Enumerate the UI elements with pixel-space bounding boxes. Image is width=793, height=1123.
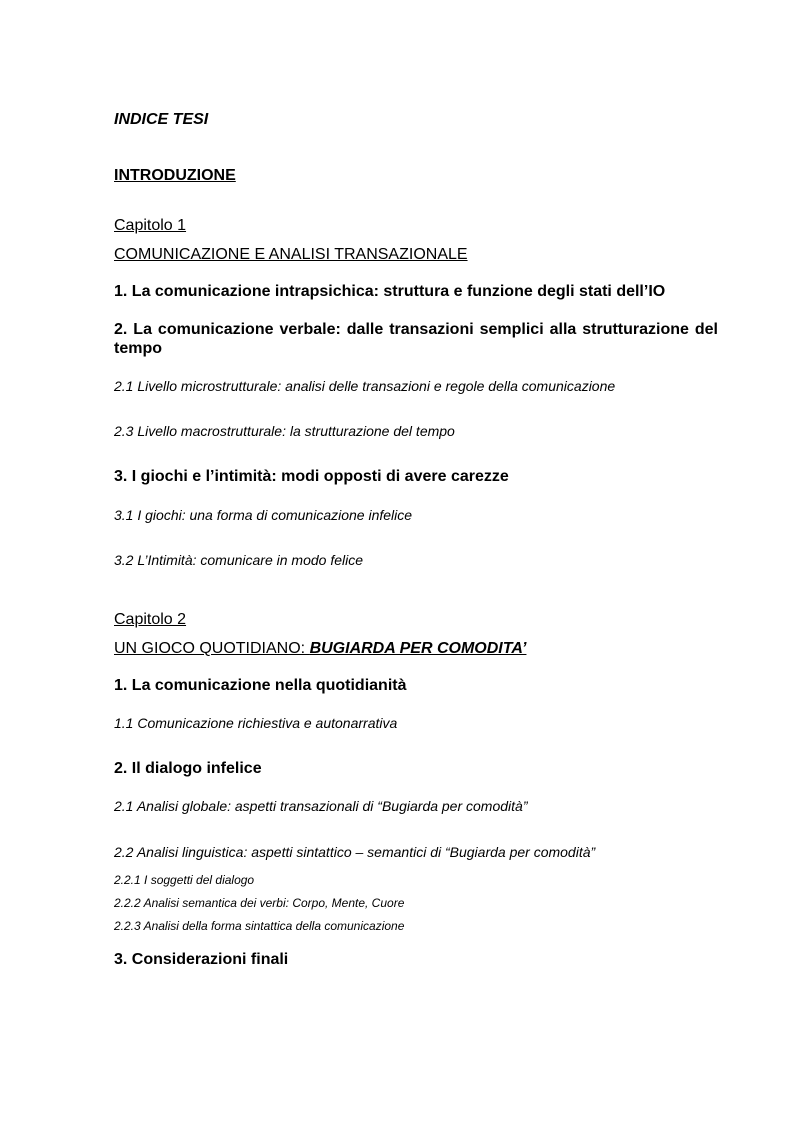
index-title: INDICE TESI [114,111,209,128]
chapter-1-label: Capitolo 1 [114,217,187,234]
chapter-2-subsubsection-2-2-2: 2.2.2 Analisi semantica dei verbi: Corpo, Mente, Cuore [114,896,405,910]
chapter-2-title-prefix: UN GIOCO QUOTIDIANO: [114,640,310,657]
chapter-2-subsection-2-1: 2.1 Analisi globale: aspetti transazionali di “Bugiarda per comodità” [114,798,528,814]
chapter-2-section-3: 3. Considerazioni finali [114,951,289,968]
chapter-2-title-emphasis: BUGIARDA PER COMODITA’ [309,640,527,657]
chapter-2-subsubsection-2-2-1: 2.2.1 I soggetti del dialogo [114,873,255,887]
chapter-2-label: Capitolo 2 [114,611,187,628]
chapter-2-section-1: 1. La comunicazione nella quotidianità [114,677,407,694]
chapter-2-subsection-2-2: 2.2 Analisi linguistica: aspetti sintattico – semantici di “Bugiarda per comodità” [114,844,596,860]
chapter-1-section-1: 1. La comunicazione intrapsichica: struttura e funzione degli stati dell’IO [114,283,666,300]
introduction-heading: INTRODUZIONE [114,167,236,184]
chapter-1-subsection-2-3: 2.3 Livello macrostrutturale: la strutturazione del tempo [114,423,455,439]
chapter-1-subsection-3-2: 3.2 L’Intimità: comunicare in modo felice [114,552,364,568]
chapter-2-title [114,640,526,658]
chapter-1-section-2: 2. La comunicazione verbale: dalle transazioni semplici alla strutturazione del tempo [114,321,718,358]
chapter-2-section-2: 2. Il dialogo infelice [114,760,262,777]
chapter-1-section-3: 3. I giochi e l’intimità: modi opposti di avere carezze [114,468,509,485]
chapter-2-subsubsection-2-2-3: 2.2.3 Analisi della forma sintattica della comunicazione [114,919,405,933]
chapter-1-subsection-2-1: 2.1 Livello microstrutturale: analisi delle transazioni e regole della comunicazione [114,378,616,394]
chapter-1-subsection-3-1: 3.1 I giochi: una forma di comunicazione infelice [114,507,413,523]
chapter-2-subsection-1-1: 1.1 Comunicazione richiestiva e autonarrativa [114,715,398,731]
chapter-1-title: COMUNICAZIONE E ANALISI TRANSAZIONALE [114,246,468,263]
